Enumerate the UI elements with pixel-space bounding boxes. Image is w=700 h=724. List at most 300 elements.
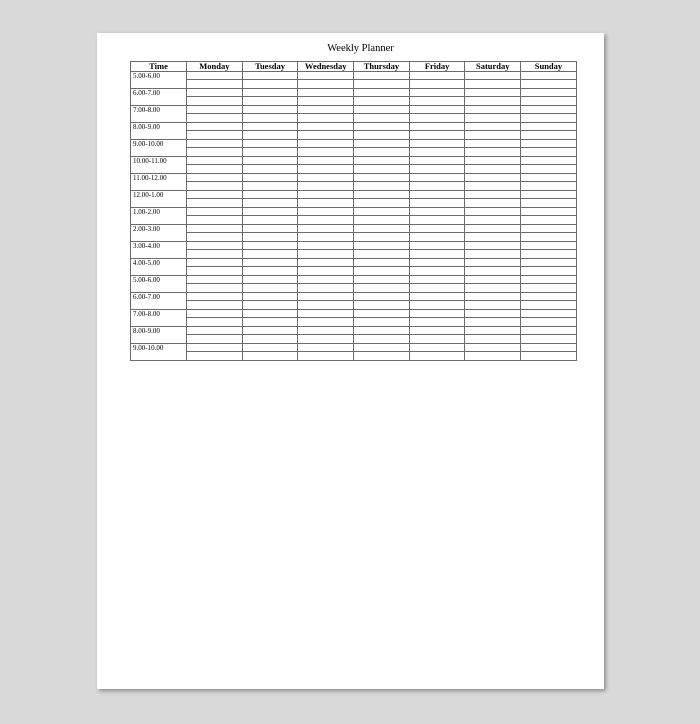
table-row	[131, 259, 577, 267]
planner-cell[interactable]	[298, 335, 354, 344]
planner-cell[interactable]	[465, 352, 521, 361]
time-cell	[131, 276, 187, 293]
planner-cell[interactable]	[298, 174, 354, 182]
planner-cell[interactable]	[409, 106, 465, 114]
time-slot-label: 9.00-10.00	[133, 344, 164, 352]
planner-cell[interactable]	[187, 267, 243, 276]
planner-cell[interactable]	[409, 242, 465, 250]
planner-cell[interactable]	[354, 293, 410, 301]
planner-cell[interactable]	[298, 182, 354, 191]
column-header-wednesday: Wednesday	[298, 62, 354, 72]
planner-cell[interactable]	[187, 182, 243, 191]
planner-cell[interactable]	[242, 267, 298, 276]
planner-cell[interactable]	[187, 174, 243, 182]
planner-cell[interactable]	[521, 148, 577, 157]
planner-cell[interactable]	[354, 106, 410, 114]
planner-cell[interactable]	[465, 242, 521, 250]
column-header-sunday: Sunday	[521, 62, 577, 72]
planner-cell[interactable]	[409, 140, 465, 148]
planner-cell[interactable]	[298, 157, 354, 165]
planner-cell[interactable]	[521, 233, 577, 242]
time-slot-label: 7.00-8.00	[133, 106, 160, 114]
planner-cell[interactable]	[465, 80, 521, 89]
planner-cell[interactable]	[521, 89, 577, 97]
time-cell	[131, 123, 187, 140]
column-header-monday: Monday	[187, 62, 243, 72]
planner-cell[interactable]	[465, 344, 521, 352]
table-row	[131, 80, 577, 89]
planner-cell[interactable]	[409, 276, 465, 284]
planner-cell[interactable]	[409, 293, 465, 301]
time-slot-label: 5.00-6.00	[133, 276, 160, 284]
planner-cell[interactable]	[354, 352, 410, 361]
table-row	[131, 106, 577, 114]
planner-cell[interactable]	[242, 140, 298, 148]
planner-cell[interactable]	[242, 344, 298, 352]
planner-cell[interactable]	[409, 335, 465, 344]
planner-cell[interactable]	[354, 242, 410, 250]
planner-cell[interactable]	[465, 165, 521, 174]
time-slot-label: 1.00-2.00	[133, 208, 160, 216]
header-row	[131, 62, 577, 72]
planner-cell[interactable]	[465, 123, 521, 131]
planner-cell[interactable]	[187, 114, 243, 123]
planner-cell[interactable]	[187, 259, 243, 267]
planner-cell[interactable]	[409, 233, 465, 242]
planner-cell[interactable]	[409, 352, 465, 361]
time-cell	[131, 259, 187, 276]
planner-cell[interactable]	[242, 72, 298, 80]
planner-cell[interactable]	[521, 344, 577, 352]
planner-cell[interactable]	[298, 242, 354, 250]
table-row	[131, 267, 577, 276]
planner-cell[interactable]	[354, 80, 410, 89]
time-slot-label: 3.00-4.00	[133, 242, 160, 250]
planner-cell[interactable]	[409, 165, 465, 174]
planner-cell[interactable]	[298, 250, 354, 259]
planner-cell[interactable]	[298, 106, 354, 114]
planner-cell[interactable]	[298, 131, 354, 140]
column-header-tuesday: Tuesday	[242, 62, 298, 72]
time-cell	[131, 293, 187, 310]
planner-cell[interactable]	[465, 131, 521, 140]
planner-cell[interactable]	[187, 148, 243, 157]
planner-cell[interactable]	[521, 97, 577, 106]
planner-cell[interactable]	[242, 114, 298, 123]
time-slot-label: 11.00-12.00	[133, 174, 167, 182]
planner-cell[interactable]	[465, 233, 521, 242]
planner-cell[interactable]	[187, 216, 243, 225]
planner-cell[interactable]	[242, 233, 298, 242]
planner-cell[interactable]	[521, 106, 577, 114]
planner-cell[interactable]	[354, 148, 410, 157]
planner-cell[interactable]	[298, 310, 354, 318]
planner-cell[interactable]	[465, 216, 521, 225]
page-title: Weekly Planner	[327, 43, 394, 54]
planner-cell[interactable]	[298, 114, 354, 123]
planner-cell[interactable]	[298, 216, 354, 225]
planner-cell[interactable]	[187, 335, 243, 344]
planner-cell[interactable]	[242, 208, 298, 216]
planner-cell[interactable]	[521, 199, 577, 208]
planner-cell[interactable]	[465, 174, 521, 182]
time-cell	[131, 191, 187, 208]
planner-cell[interactable]	[298, 225, 354, 233]
planner-cell[interactable]	[187, 72, 243, 80]
planner-cell[interactable]	[187, 293, 243, 301]
planner-cell[interactable]	[242, 191, 298, 199]
time-slot-label: 5.00-6.00	[133, 72, 160, 80]
planner-cell[interactable]	[465, 97, 521, 106]
planner-cell[interactable]	[242, 310, 298, 318]
planner-cell[interactable]	[242, 165, 298, 174]
planner-cell[interactable]	[465, 318, 521, 327]
planner-cell[interactable]	[409, 267, 465, 276]
column-header-saturday: Saturday	[465, 62, 521, 72]
planner-cell[interactable]	[242, 335, 298, 344]
time-cell	[131, 225, 187, 242]
planner-cell[interactable]	[354, 327, 410, 335]
planner-cell[interactable]	[465, 191, 521, 199]
planner-cell[interactable]	[298, 191, 354, 199]
planner-cell[interactable]	[242, 352, 298, 361]
table-row	[131, 157, 577, 165]
planner-cell[interactable]	[409, 284, 465, 293]
planner-cell[interactable]	[409, 301, 465, 310]
table-row	[131, 114, 577, 123]
planner-cell[interactable]	[465, 114, 521, 123]
table-row	[131, 310, 577, 318]
planner-cell[interactable]	[465, 89, 521, 97]
table-row	[131, 318, 577, 327]
planner-cell[interactable]	[187, 242, 243, 250]
planner-cell[interactable]	[521, 242, 577, 250]
planner-cell[interactable]	[521, 267, 577, 276]
planner-cell[interactable]	[409, 72, 465, 80]
planner-cell[interactable]	[465, 276, 521, 284]
planner-cell[interactable]	[187, 276, 243, 284]
time-cell	[131, 310, 187, 327]
planner-cell[interactable]	[354, 123, 410, 131]
planner-cell[interactable]	[465, 259, 521, 267]
planner-cell[interactable]	[409, 148, 465, 157]
planner-cell[interactable]	[187, 89, 243, 97]
time-slot-label: 8.00-9.00	[133, 123, 160, 131]
planner-cell[interactable]	[465, 293, 521, 301]
planner-cell[interactable]	[409, 199, 465, 208]
planner-cell[interactable]	[409, 131, 465, 140]
planner-cell[interactable]	[354, 72, 410, 80]
planner-cell[interactable]	[521, 114, 577, 123]
planner-cell[interactable]	[521, 174, 577, 182]
table-row	[131, 191, 577, 199]
planner-cell[interactable]	[465, 199, 521, 208]
planner-cell[interactable]	[521, 293, 577, 301]
planner-cell[interactable]	[298, 199, 354, 208]
time-slot-label: 8.00-9.00	[133, 327, 160, 335]
planner-cell[interactable]	[521, 276, 577, 284]
planner-cell[interactable]	[298, 89, 354, 97]
planner-cell[interactable]	[409, 225, 465, 233]
planner-cell[interactable]	[242, 182, 298, 191]
planner-cell[interactable]	[354, 250, 410, 259]
planner-cell[interactable]	[187, 157, 243, 165]
planner-cell[interactable]	[409, 182, 465, 191]
planner-cell[interactable]	[521, 310, 577, 318]
planner-cell[interactable]	[521, 335, 577, 344]
planner-cell[interactable]	[521, 131, 577, 140]
time-slot-label: 4.00-5.00	[133, 259, 160, 267]
planner-cell[interactable]	[187, 208, 243, 216]
planner-cell[interactable]	[465, 140, 521, 148]
planner-cell[interactable]	[354, 208, 410, 216]
planner-cell[interactable]	[298, 80, 354, 89]
planner-cell[interactable]	[521, 250, 577, 259]
planner-cell[interactable]	[354, 310, 410, 318]
planner-cell[interactable]	[242, 148, 298, 157]
planner-cell[interactable]	[465, 106, 521, 114]
planner-cell[interactable]	[409, 114, 465, 123]
planner-cell[interactable]	[242, 199, 298, 208]
table-row	[131, 174, 577, 182]
planner-cell[interactable]	[409, 208, 465, 216]
planner-cell[interactable]	[521, 80, 577, 89]
table-row	[131, 301, 577, 310]
table-row	[131, 131, 577, 140]
planner-cell[interactable]	[187, 250, 243, 259]
planner-cell[interactable]	[521, 165, 577, 174]
planner-cell[interactable]	[409, 157, 465, 165]
planner-cell[interactable]	[354, 225, 410, 233]
time-slot-label: 6.00-7.00	[133, 89, 160, 97]
planner-cell[interactable]	[465, 148, 521, 157]
time-cell	[131, 72, 187, 89]
planner-cell[interactable]	[242, 318, 298, 327]
planner-cell[interactable]	[242, 293, 298, 301]
table-row	[131, 97, 577, 106]
planner-cell[interactable]	[242, 89, 298, 97]
table-row	[131, 72, 577, 80]
planner-cell[interactable]	[354, 191, 410, 199]
planner-cell[interactable]	[354, 267, 410, 276]
planner-cell[interactable]	[298, 352, 354, 361]
planner-cell[interactable]	[242, 97, 298, 106]
planner-cell[interactable]	[298, 208, 354, 216]
planner-cell[interactable]	[354, 259, 410, 267]
planner-cell[interactable]	[465, 301, 521, 310]
planner-cell[interactable]	[465, 250, 521, 259]
planner-cell[interactable]	[242, 259, 298, 267]
table-row	[131, 225, 577, 233]
planner-cell[interactable]	[187, 233, 243, 242]
planner-cell[interactable]	[354, 157, 410, 165]
planner-cell[interactable]	[354, 165, 410, 174]
planner-cell[interactable]	[187, 284, 243, 293]
column-header-time: Time	[131, 62, 187, 72]
planner-cell[interactable]	[354, 233, 410, 242]
planner-cell[interactable]	[242, 157, 298, 165]
planner-cell[interactable]	[465, 284, 521, 293]
planner-cell[interactable]	[242, 327, 298, 335]
planner-cell[interactable]	[409, 97, 465, 106]
time-cell	[131, 140, 187, 157]
planner-cell[interactable]	[298, 301, 354, 310]
planner-cell[interactable]	[521, 123, 577, 131]
planner-cell[interactable]	[187, 191, 243, 199]
planner-cell[interactable]	[187, 165, 243, 174]
time-slot-label: 6.00-7.00	[133, 293, 160, 301]
table-row	[131, 327, 577, 335]
table-row	[131, 89, 577, 97]
planner-cell[interactable]	[354, 276, 410, 284]
planner-cell[interactable]	[521, 140, 577, 148]
planner-cell[interactable]	[187, 131, 243, 140]
planner-cell[interactable]	[298, 123, 354, 131]
time-slot-label: 2.00-3.00	[133, 225, 160, 233]
planner-cell[interactable]	[409, 259, 465, 267]
planner-cell[interactable]	[354, 301, 410, 310]
planner-cell[interactable]	[298, 233, 354, 242]
planner-cell[interactable]	[521, 327, 577, 335]
time-cell	[131, 327, 187, 344]
planner-cell[interactable]	[465, 310, 521, 318]
planner-cell[interactable]	[521, 182, 577, 191]
planner-cell[interactable]	[465, 182, 521, 191]
planner-cell[interactable]	[409, 89, 465, 97]
planner-cell[interactable]	[465, 72, 521, 80]
planner-cell[interactable]	[409, 250, 465, 259]
planner-cell[interactable]	[409, 344, 465, 352]
column-header-friday: Friday	[409, 62, 465, 72]
planner-cell[interactable]	[465, 335, 521, 344]
planner-cell[interactable]	[465, 267, 521, 276]
planner-cell[interactable]	[409, 191, 465, 199]
planner-cell[interactable]	[465, 327, 521, 335]
table-row	[131, 233, 577, 242]
planner-cell[interactable]	[187, 199, 243, 208]
planner-cell[interactable]	[242, 284, 298, 293]
planner-cell[interactable]	[242, 174, 298, 182]
planner-cell[interactable]	[242, 106, 298, 114]
planner-cell[interactable]	[521, 284, 577, 293]
planner-cell[interactable]	[354, 114, 410, 123]
time-cell	[131, 106, 187, 123]
planner-cell[interactable]	[298, 72, 354, 80]
planner-cell[interactable]	[187, 140, 243, 148]
planner-cell[interactable]	[242, 250, 298, 259]
table-row	[131, 276, 577, 284]
time-cell	[131, 344, 187, 361]
planner-cell[interactable]	[521, 208, 577, 216]
planner-cell[interactable]	[298, 293, 354, 301]
planner-cell[interactable]	[298, 276, 354, 284]
planner-cell[interactable]	[521, 301, 577, 310]
planner-cell[interactable]	[409, 123, 465, 131]
planner-cell[interactable]	[521, 191, 577, 199]
planner-cell[interactable]	[298, 267, 354, 276]
planner-cell[interactable]	[354, 89, 410, 97]
planner-cell[interactable]	[409, 327, 465, 335]
time-cell	[131, 157, 187, 174]
planner-cell[interactable]	[187, 301, 243, 310]
table-row	[131, 352, 577, 361]
planner-cell[interactable]	[521, 216, 577, 225]
planner-cell[interactable]	[354, 284, 410, 293]
planner-cell[interactable]	[298, 140, 354, 148]
planner-cell[interactable]	[298, 284, 354, 293]
planner-cell[interactable]	[298, 165, 354, 174]
planner-cell[interactable]	[298, 97, 354, 106]
planner-cell[interactable]	[521, 259, 577, 267]
planner-cell[interactable]	[187, 225, 243, 233]
planner-cell[interactable]	[409, 80, 465, 89]
planner-cell[interactable]	[187, 318, 243, 327]
planner-cell[interactable]	[242, 80, 298, 89]
planner-cell[interactable]	[187, 123, 243, 131]
time-slot-label: 9.00-10.00	[133, 140, 164, 148]
table-row	[131, 165, 577, 174]
planner-cell[interactable]	[298, 344, 354, 352]
planner-cell[interactable]	[354, 335, 410, 344]
planner-cell[interactable]	[521, 352, 577, 361]
time-slot-label: 7.00-8.00	[133, 310, 160, 318]
table-row	[131, 242, 577, 250]
planner-cell[interactable]	[465, 208, 521, 216]
planner-cell[interactable]	[187, 327, 243, 335]
planner-cell[interactable]	[354, 131, 410, 140]
planner-cell[interactable]	[242, 216, 298, 225]
planner-cell[interactable]	[242, 123, 298, 131]
planner-cell[interactable]	[409, 318, 465, 327]
planner-cell[interactable]	[298, 327, 354, 335]
planner-cell[interactable]	[409, 216, 465, 225]
table-row	[131, 284, 577, 293]
planner-cell[interactable]	[298, 318, 354, 327]
planner-cell[interactable]	[187, 344, 243, 352]
planner-cell[interactable]	[242, 225, 298, 233]
planner-cell[interactable]	[242, 276, 298, 284]
planner-cell[interactable]	[354, 140, 410, 148]
planner-cell[interactable]	[187, 310, 243, 318]
planner-cell[interactable]	[409, 310, 465, 318]
planner-cell[interactable]	[298, 148, 354, 157]
planner-cell[interactable]	[465, 157, 521, 165]
planner-cell[interactable]	[298, 259, 354, 267]
planner-cell[interactable]	[465, 225, 521, 233]
planner-cell[interactable]	[521, 72, 577, 80]
planner-cell[interactable]	[187, 97, 243, 106]
planner-cell[interactable]	[187, 352, 243, 361]
weekly-planner-table	[130, 61, 577, 361]
planner-cell[interactable]	[521, 318, 577, 327]
planner-cell[interactable]	[187, 80, 243, 89]
planner-cell[interactable]	[521, 225, 577, 233]
planner-cell[interactable]	[354, 97, 410, 106]
planner-cell[interactable]	[354, 174, 410, 182]
planner-cell[interactable]	[354, 216, 410, 225]
planner-cell[interactable]	[242, 131, 298, 140]
planner-cell[interactable]	[187, 106, 243, 114]
planner-cell[interactable]	[242, 301, 298, 310]
planner-cell[interactable]	[354, 344, 410, 352]
planner-cell[interactable]	[409, 174, 465, 182]
planner-cell[interactable]	[354, 318, 410, 327]
planner-body	[131, 72, 577, 361]
planner-cell[interactable]	[242, 242, 298, 250]
planner-cell[interactable]	[354, 182, 410, 191]
planner-cell[interactable]	[354, 199, 410, 208]
planner-cell[interactable]	[521, 157, 577, 165]
